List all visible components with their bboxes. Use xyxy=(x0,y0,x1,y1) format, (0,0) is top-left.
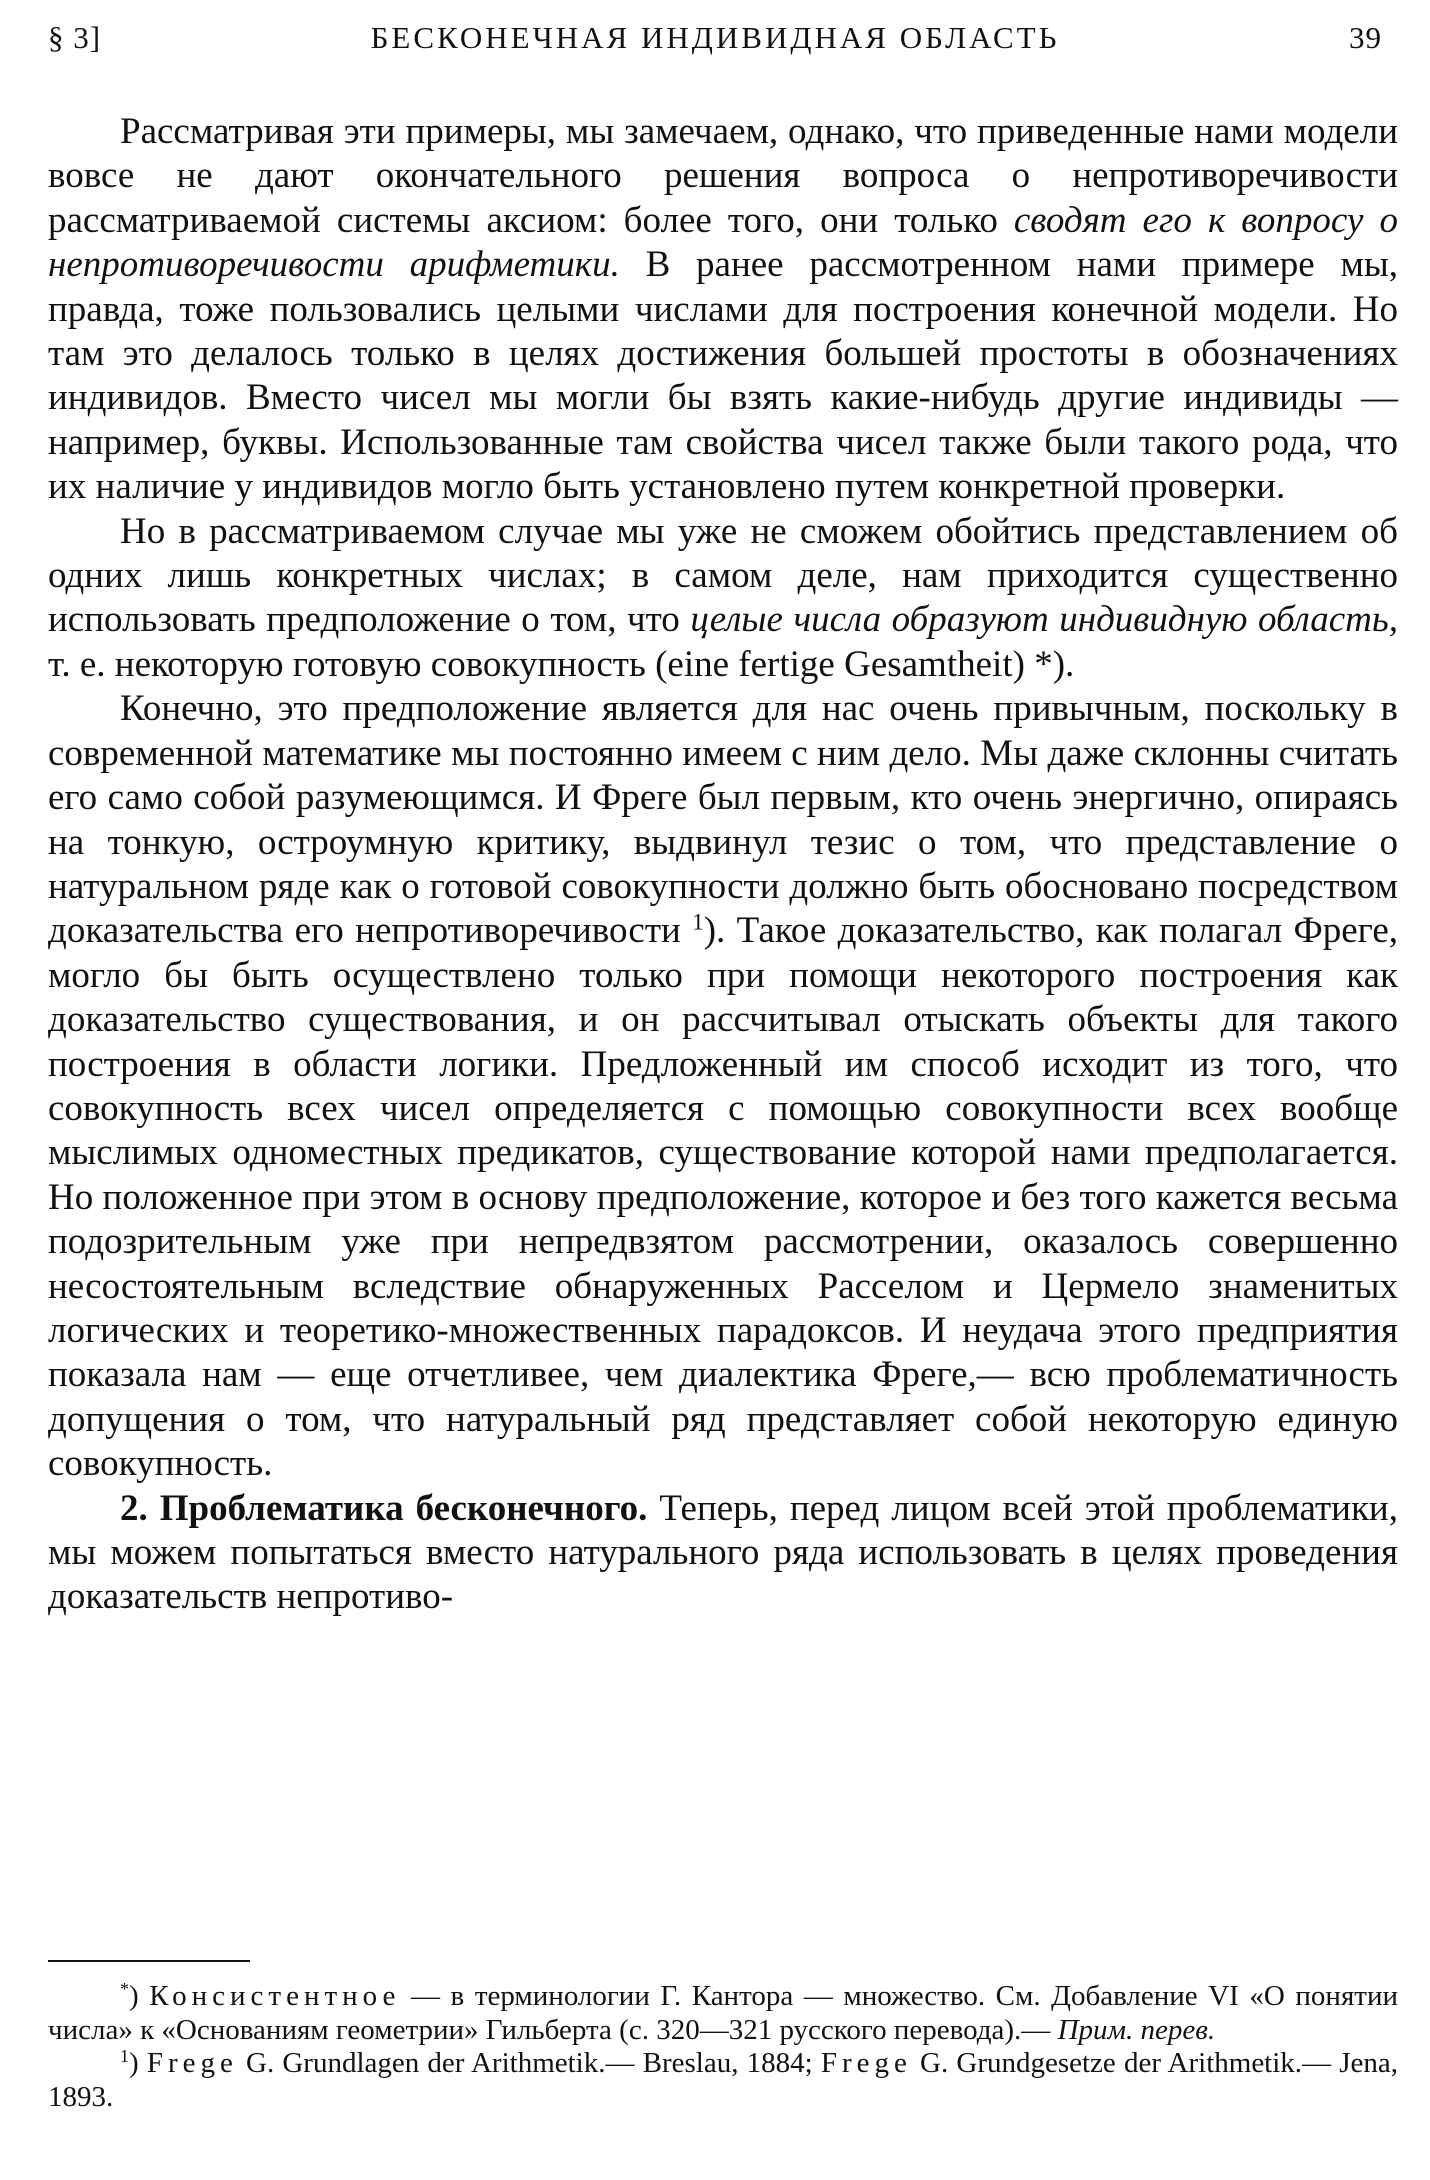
footnote-star-translator-note: Прим. перев. xyxy=(1057,2013,1216,2046)
footnote-star-term: Консистентное xyxy=(149,1980,401,2012)
paragraph-3-text-b: ). Такое доказательство, как полагал Фреге, могло бы быть осуществлено только при помощи некоторого построения как доказательство существования, и он рассчитывал отыскать объекты для такого построения в области логики. Предложенный им способ исходит из того, что совокупность всех чисел определяется с помощью совокупности всех вообще мыслимых одноместных предикатов, существование которой нами предполагается. Но положенное при этом в основу предположение, которое и без того кажется весьма подозрительным уже при непредвзятом рассмотрении, оказалось совершенно несостоятельным вследствие обнаруженных Расселом и Цермело знаменитых логических и теоретико-множественных парадоксов. И неудача этого предприятия показала нам — еще отчетливее, чем диалектика Фреге,— всю проблематичность допущения о том, что натуральный ряд представляет собой некоторую единую совокупность. xyxy=(48,910,1399,1485)
footnote-1-text-b: G. Grundgesetze der Arithmetik.— Jena, 1893. xyxy=(48,2047,1398,2113)
paragraph-2-text-c: т. е. некоторую готовую совокупность (eine fertige Gesamtheit) xyxy=(48,643,1035,685)
footnote-star xyxy=(48,1980,1398,2047)
running-head xyxy=(48,20,1382,64)
footnote-ref-1[interactable]: 1 xyxy=(692,909,704,935)
paragraph-3 xyxy=(48,687,1398,1486)
page-number: 39 xyxy=(1349,20,1382,55)
main-text xyxy=(48,110,1398,1620)
footnote-star-marker: * xyxy=(120,1979,129,2000)
running-head-title: БЕСКОНЕЧНАЯ ИНДИВИДНАЯ ОБЛАСТЬ xyxy=(370,20,1060,55)
paragraph-2 xyxy=(48,510,1398,688)
paragraph-4 xyxy=(48,1487,1398,1620)
paragraph-1-text-a: Рассматривая эти примеры, мы замечаем, однако, что приведенные нами модели вовсе не дают окончательного решения вопроса о непротиворечивости рассматриваемой системы аксиом: более того, они только xyxy=(48,111,1398,241)
paragraph-3-text-a: Конечно, это предположение является для нас очень привычным, поскольку в современной математике мы постоянно имеем с ним дело. Мы даже склонны считать его само собой разумеющимся. И Фреге был первым, кто очень энергично, опираясь на тонкую, остроумную критику, выдвинул тезис о том, что представление о натуральном ряде как о готовой совокупности должно быть обосновано посредством доказательства его непротиворечивости xyxy=(48,688,1398,952)
paragraph-1-italic: сводят его к вопросу о непротиворечивости арифметики. xyxy=(48,199,1398,286)
footnote-1-author-1: Frege xyxy=(146,2047,238,2079)
footnote-1 xyxy=(48,2047,1398,2114)
paragraph-4-text: Теперь, перед лицом всей этой проблематики, мы можем попытаться вместо натурального ряда использовать в целях проведения доказательств непротиво- xyxy=(48,1487,1398,1618)
footnote-1-marker-close: ) xyxy=(128,2047,139,2079)
paragraph-1 xyxy=(48,110,1398,510)
footnote-1-marker: 1 xyxy=(120,2046,129,2067)
running-head-section: § 3] xyxy=(48,20,102,55)
footnote-divider xyxy=(48,1960,250,1962)
paragraph-2-text-a: Но в рассматриваемом случае мы уже не сможем обойтись представлением об одних лишь конкретных числах; в самом деле, нам приходится существенно использовать предположение о том, что xyxy=(48,510,1398,641)
footnotes xyxy=(48,1980,1398,2114)
footnote-star-text: — в терминологии Г. Кантора — множество. См. Добавление VI «О понятии числа» к «Основаниям геометрии» Гильберта (с. 320—321 русского перевода).— xyxy=(48,1980,1398,2046)
footnote-1-author-2: Frege xyxy=(820,2047,912,2079)
footnote-ref-star[interactable]: * xyxy=(1034,643,1053,685)
paragraph-2-italic: целые числа образуют индивидную область, xyxy=(690,599,1398,641)
paragraph-2-text-d: ). xyxy=(1052,643,1075,685)
section-heading: 2. Проблематика бесконечного. xyxy=(120,1487,648,1529)
footnote-1-text-a: G. Grundlagen der Arithmetik.— Breslau, 1884; xyxy=(237,2047,821,2079)
paragraph-1-text-c: В ранее рассмотренном нами примере мы, правда, тоже пользовались целыми числами для построения конечной модели. Но там это делалось только в целях достижения большей простоты в обозначениях индивидов. Вместо чисел мы могли бы взять какие-нибудь другие индивиды — например, буквы. Использованные там свойства чисел также были такого рода, что их наличие у индивидов могло быть установлено путем конкретной проверки. xyxy=(48,244,1398,508)
footnote-star-marker-close: ) xyxy=(128,1980,139,2012)
